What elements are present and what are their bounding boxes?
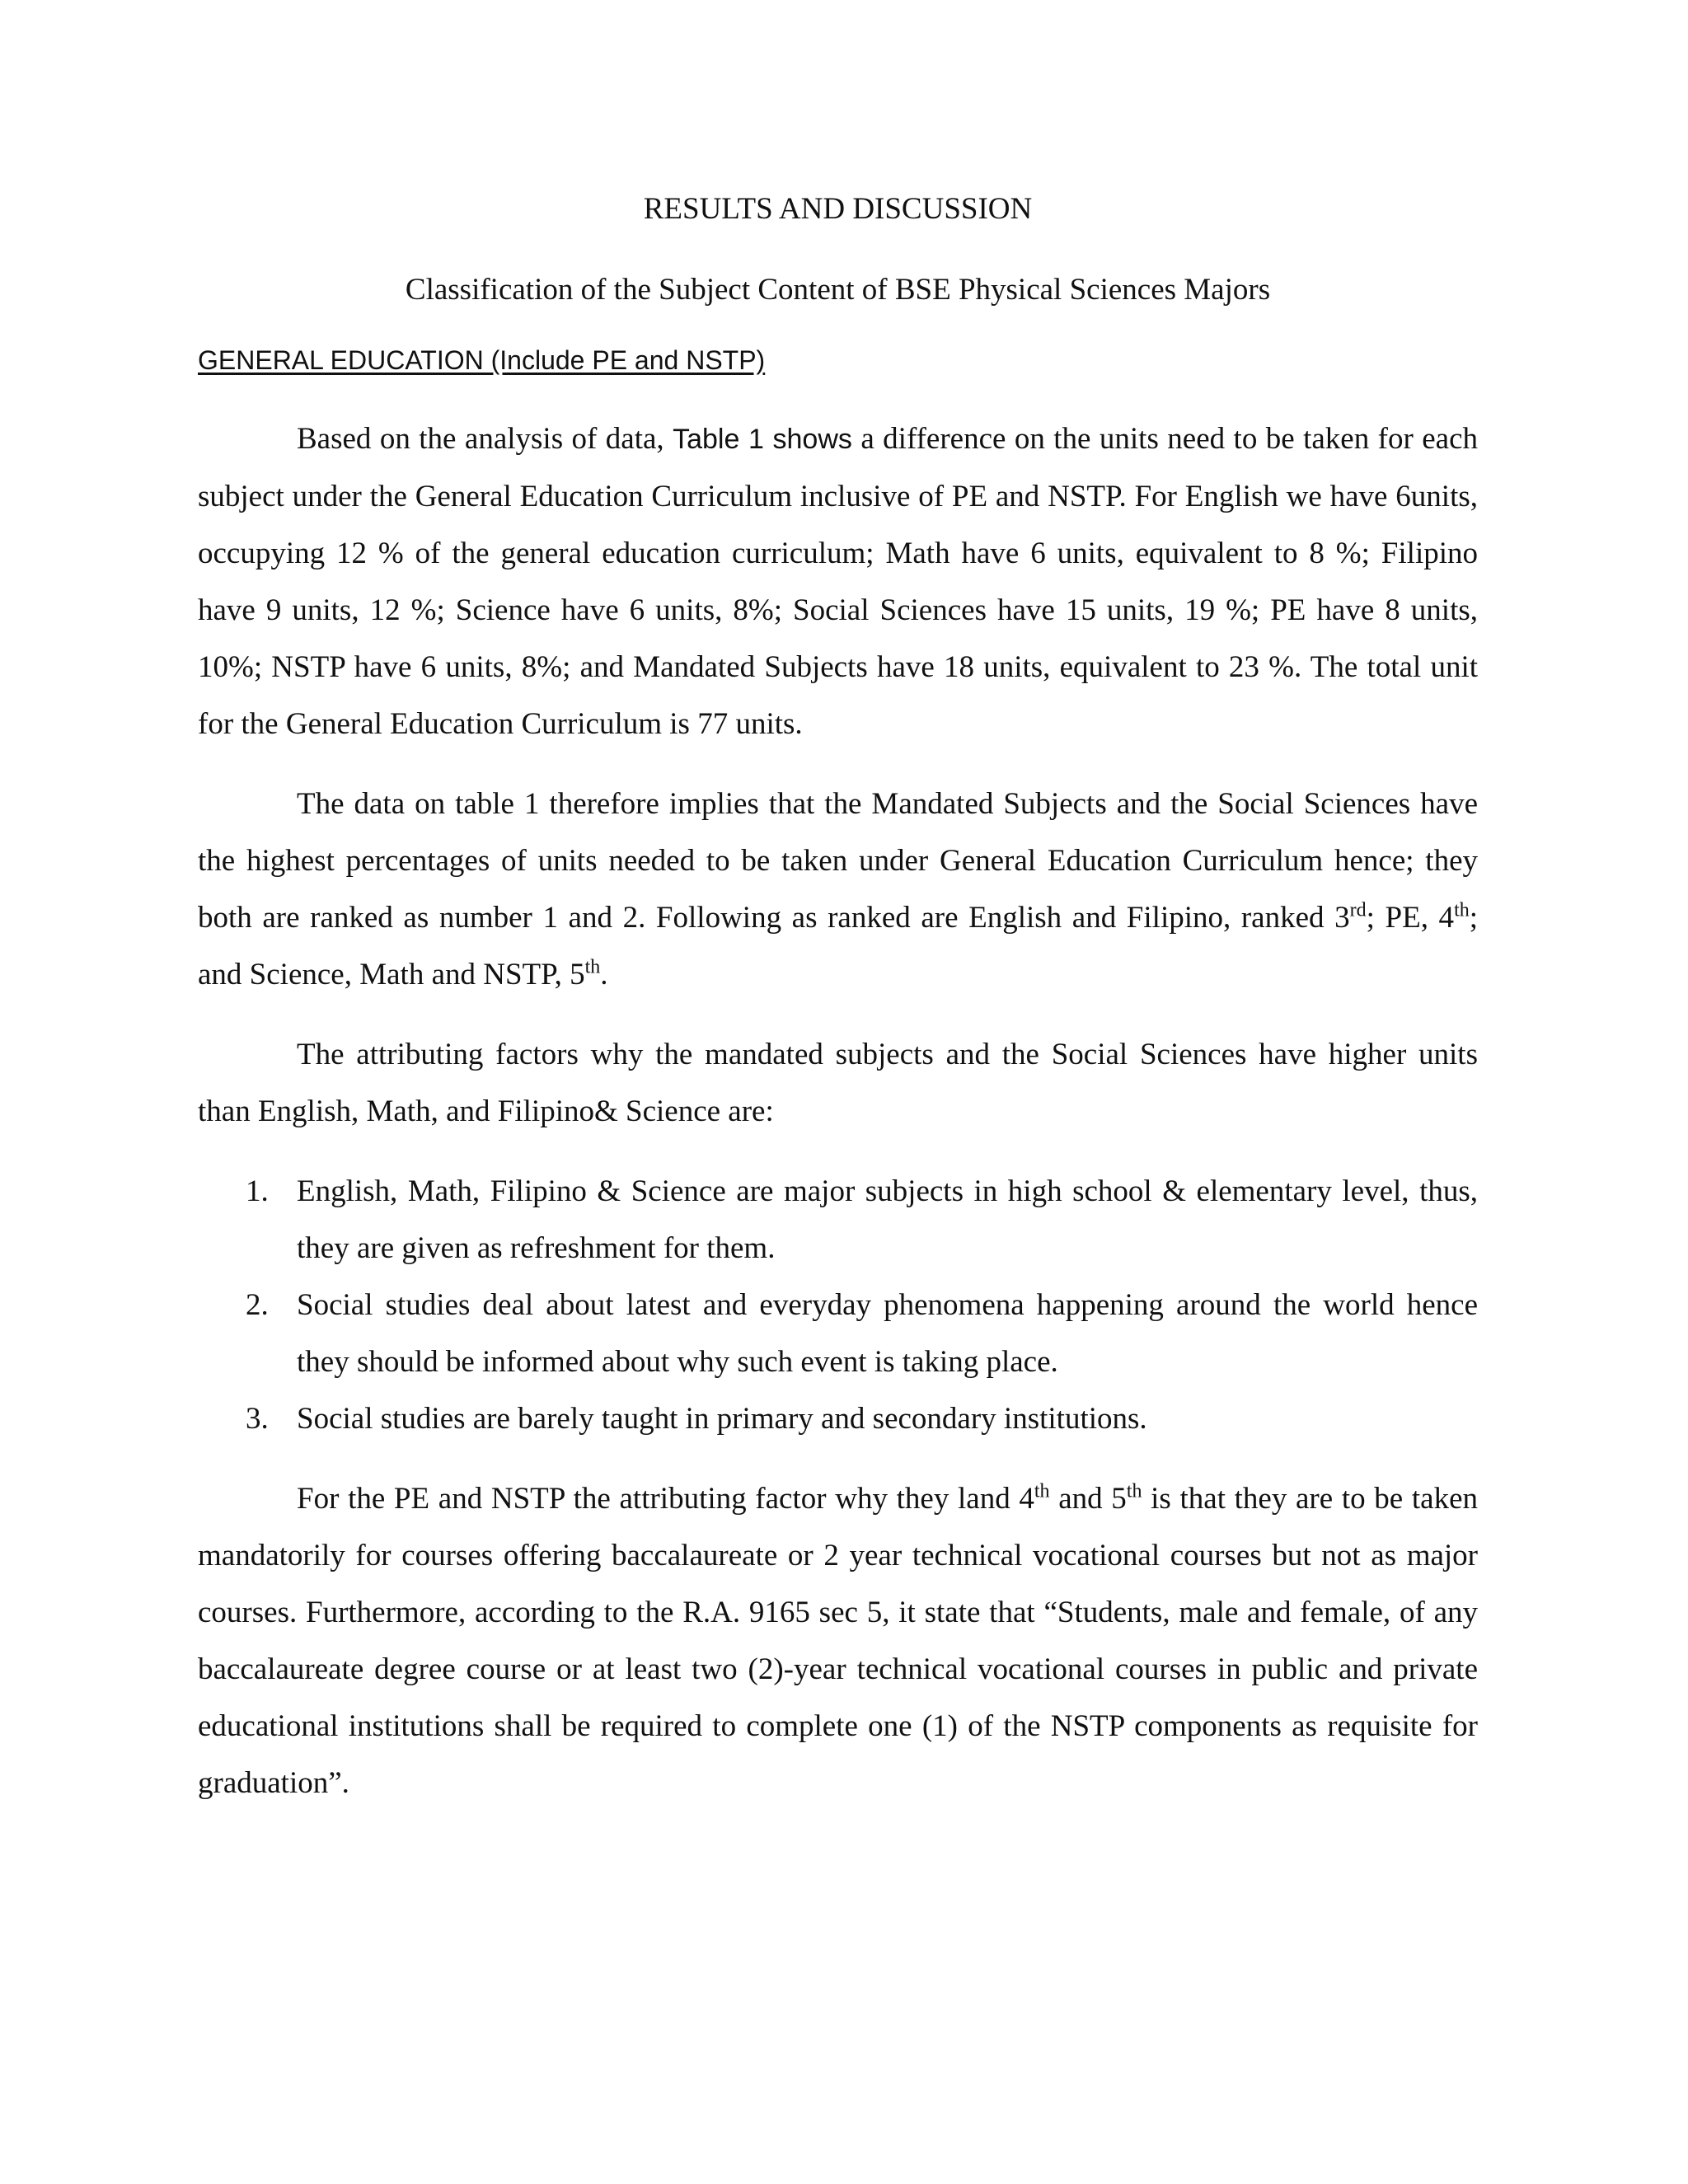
list-number: 1.: [246, 1174, 269, 1208]
section-heading: GENERAL EDUCATION (Include PE and NSTP): [198, 345, 766, 375]
paragraph-lead: Based on the analysis of data,: [297, 422, 673, 456]
ordinal-suffix: th: [1126, 1480, 1142, 1502]
ranking-text-a: The data on table 1 therefore implies that the Mandated Subjects and the Social Sciences have the highest percentages of units needed to be taken under General Education Curriculum hence; they both are ranked as number 1 and 2. Following as ranked are English and Filipino, ranked 3: [198, 787, 1478, 935]
ordinal-suffix: th: [584, 956, 601, 978]
paragraph-ranking: [198, 776, 1478, 1003]
paragraph-pe-nstp: [198, 1470, 1478, 1811]
ordinal-suffix: rd: [1349, 899, 1367, 921]
paragraph-factors-intro: The attributing factors why the mandated subjects and the Social Sciences have higher units than English, Math, and Filipino& Science are:: [198, 1038, 1478, 1128]
ranking-text-b: ; PE, 4: [1366, 901, 1455, 935]
ranking-text-d: .: [600, 958, 608, 991]
pe-nstp-text-a: For the PE and NSTP the attributing factor why they land 4: [297, 1482, 1034, 1516]
pe-nstp-text-b: and 5: [1049, 1482, 1127, 1516]
ordinal-suffix: th: [1034, 1480, 1050, 1502]
ordinal-suffix: th: [1454, 899, 1470, 921]
list-item: [198, 1390, 1478, 1447]
page-subtitle: Classification of the Subject Content of BSE Physical Sciences Majors: [405, 273, 1271, 307]
ranking-text-c: ; and Science, Math and NSTP, 5: [198, 901, 1479, 991]
list-item: [198, 1277, 1478, 1390]
list-number: 3.: [246, 1402, 269, 1436]
list-text: English, Math, Filipino & Science are major subjects in high school & elementary level, thus, they are given as refreshment for them.: [297, 1174, 1478, 1265]
paragraph-table-summary: [198, 410, 1478, 752]
list-text: Social studies deal about latest and everyday phenomena happening around the world hence they should be informed about why such event is taking place.: [297, 1288, 1478, 1379]
table-reference: Table 1 shows: [673, 424, 852, 455]
pe-nstp-text-c: is that they are to be taken mandatorily for courses offering baccalaureate or 2 year technical vocational courses but not as major courses. Furthermore, according to the R.A. 9165 sec 5, it state that “Students, male and female, of any baccalaureate degree course or at least two (2)-year technical vocational courses in public and private educational institutions shall be required to complete one (1) of the NSTP components as requisite for graduation”.: [198, 1482, 1478, 1800]
list-item: [198, 1163, 1478, 1277]
factors-list: [198, 1163, 1478, 1447]
list-text: Social studies are barely taught in primary and secondary institutions.: [297, 1402, 1147, 1436]
page-title: RESULTS AND DISCUSSION: [643, 192, 1033, 226]
list-number: 2.: [246, 1288, 269, 1322]
paragraph-body: a difference on the units need to be taken for each subject under the General Education Curriculum inclusive of PE and NSTP. For English we have 6units, occupying 12 % of the general education curriculum; Math have 6 units, equivalent to 8 %; Filipino have 9 units, 12 %; Science have 6 units, 8%; Social Sciences have 15 units, 19 %; PE have 8 units, 10%; NSTP have 6 units, 8%; and Mandated Subjects have 18 units, equivalent to 23 %. The total unit for the General Education Curriculum is 77 units.: [198, 422, 1478, 741]
